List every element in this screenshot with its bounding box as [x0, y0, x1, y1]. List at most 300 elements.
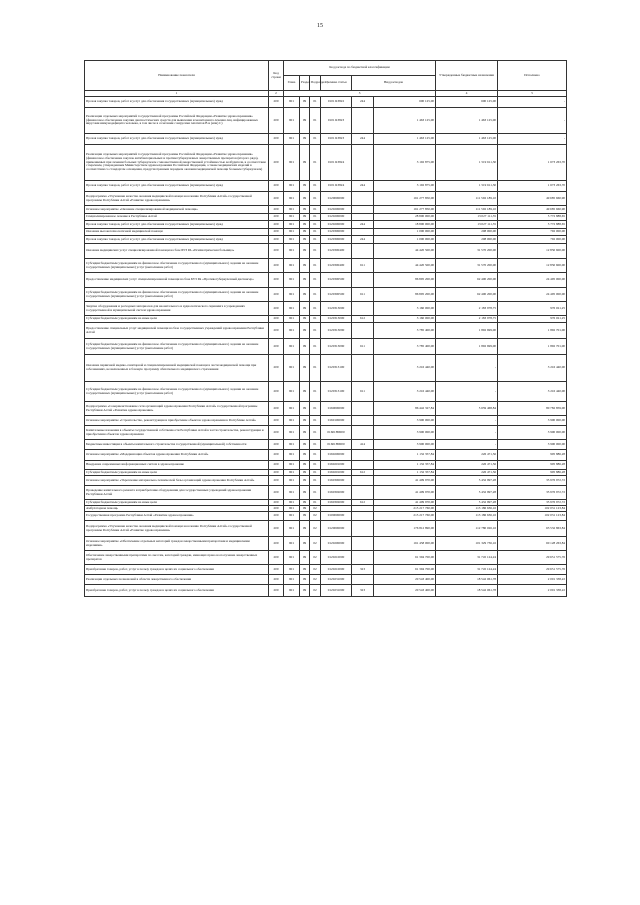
- row-glava: 901: [284, 575, 300, 585]
- row-expense-type: [352, 512, 374, 521]
- row-not-executed: 1 673 263,70: [498, 145, 567, 181]
- row-name: Субсидии бюджетным учреждениям на финансовое обеспечение государственного (муниципального) задания на оказание государственных (муниципальных) услуг (выполнение работ): [85, 259, 269, 273]
- row-name: Прочая закупка товаров, работ и услуг для обеспечения государственных (муниципальных) нужд: [85, 181, 269, 192]
- row-razdel: 09: [300, 273, 310, 288]
- row-line-code: 200: [269, 229, 284, 236]
- row-razdel: 09: [300, 500, 310, 506]
- row-executed: -: [436, 426, 498, 440]
- row-razdel: 09: [300, 108, 310, 134]
- row-podrazdel: 01: [310, 214, 321, 221]
- row-approved: 18 800 000,00: [374, 221, 436, 229]
- table-row: [85, 181, 567, 192]
- table-row: [85, 273, 567, 288]
- row-razdel: 09: [300, 214, 310, 221]
- row-executed: 1 463 125,00: [436, 108, 498, 134]
- row-approved: 20 543 400,00: [374, 585, 436, 597]
- row-podrazdel: 01: [310, 229, 321, 236]
- row-expense-type: 323: [352, 565, 374, 575]
- row-razdel: 09: [300, 470, 310, 476]
- row-podrazdel: 01: [310, 323, 321, 339]
- row-name: Субсидии бюджетным учреждениям на иные цели: [85, 470, 269, 476]
- row-expense-type: [352, 551, 374, 565]
- table-row: [85, 382, 567, 402]
- row-glava: 901: [284, 470, 300, 476]
- row-glava: 901: [284, 181, 300, 192]
- row-line-code: 200: [269, 192, 284, 206]
- row-name: Субсидии бюджетным учреждениям на финансовое обеспечение государственного (муниципального) задания на оказание государственных (муниципальных) услуг (выполнение работ): [85, 339, 269, 355]
- row-podrazdel: 01: [310, 206, 321, 214]
- row-target: 0120300400: [321, 244, 352, 259]
- row-glava: 901: [284, 273, 300, 288]
- row-podrazdel: 01: [310, 108, 321, 134]
- row-expense-type: [352, 145, 374, 181]
- row-line-code: 200: [269, 214, 284, 221]
- row-expense-type: [352, 302, 374, 316]
- row-podrazdel: 01: [310, 440, 321, 450]
- row-not-executed: 905 886,28: [498, 461, 567, 470]
- row-approved: 3 900 000,00: [374, 416, 436, 426]
- row-expense-type: 612: [352, 470, 374, 476]
- row-podrazdel: 01: [310, 236, 321, 244]
- row-approved: 41 409 970,00: [374, 500, 436, 506]
- row-name: Обеспечение лекарственными препаратами по льготам, категорий граждан, имеющих право на получение лекарственных препаратов: [85, 551, 269, 565]
- header-glava: Глава: [284, 76, 300, 91]
- row-glava: 901: [284, 134, 300, 145]
- col-number: 3: [284, 91, 436, 97]
- row-line-code: 200: [269, 323, 284, 339]
- row-razdel: 09: [300, 461, 310, 470]
- row-razdel: 09: [300, 323, 310, 339]
- row-name: Субсидии бюджетным учреждениям на финансовое обеспечение государственного (муниципального) задания на оказание государственных (муниципальных) услуг (выполнение работ): [85, 288, 269, 302]
- row-line-code: 200: [269, 134, 284, 145]
- row-razdel: 09: [300, 181, 310, 192]
- row-name: Подпрограмма «Совершенствование сети организаций здравоохранения Республики Алтай» государственной программы Республики Алтай «Развитие здравоохранения»: [85, 402, 269, 416]
- row-name: Субсидии бюджетным учреждениям на иные цели: [85, 316, 269, 323]
- row-podrazdel: 01: [310, 244, 321, 259]
- row-name: Предоставление медицинских услуг специализированной помощи на базе БУЗ РА «Противотуберкулезный диспансер»: [85, 273, 269, 288]
- row-target: 0160000000: [321, 402, 352, 416]
- row-line-code: 200: [269, 145, 284, 181]
- header-razdel: Раздел: [300, 76, 310, 91]
- row-executed: 111 592 189,10: [436, 206, 498, 214]
- row-executed: -: [436, 416, 498, 426]
- row-approved: 600 125,00: [374, 97, 436, 108]
- row-razdel: 09: [300, 145, 310, 181]
- table-row: [85, 339, 567, 355]
- row-executed: 5 432 997,28: [436, 476, 498, 486]
- row-line-code: 200: [269, 181, 284, 192]
- header-podrazdel: Подраздел: [310, 76, 321, 91]
- row-razdel: 09: [300, 575, 310, 585]
- row-approved: 3 192 875,00: [374, 145, 436, 181]
- row-executed: 1 519 611,30: [436, 181, 498, 192]
- row-line-code: 200: [269, 440, 284, 450]
- header-approved: Утвержденные бюджетные назначения: [436, 61, 498, 91]
- row-executed: 1 892 699,00: [436, 339, 498, 355]
- row-glava: 901: [284, 500, 300, 506]
- row-line-code: 200: [269, 537, 284, 551]
- row-glava: 901: [284, 206, 300, 214]
- row-target: 0120000000: [321, 192, 352, 206]
- row-podrazdel: 01: [310, 192, 321, 206]
- table-row: [85, 512, 567, 521]
- row-line-code: 200: [269, 565, 284, 575]
- row-not-executed: 12 850 600,00: [498, 259, 567, 273]
- row-name: Специализированное лечение в Республике Алтай: [85, 214, 269, 221]
- row-executed: -: [436, 355, 498, 382]
- header-budget-code: Код расхода по бюджетной классификации: [284, 61, 436, 76]
- row-not-executed: 905 886,28: [498, 470, 567, 476]
- row-line-code: 200: [269, 221, 284, 229]
- row-razdel: 09: [300, 192, 310, 206]
- row-glava: 901: [284, 339, 300, 355]
- row-executed: 62 400 200,00: [436, 288, 498, 302]
- row-glava: 901: [284, 440, 300, 450]
- row-target: 0160100000: [321, 416, 352, 426]
- row-executed: 226 471,56: [436, 470, 498, 476]
- row-approved: 61 394 700,00: [374, 551, 436, 565]
- row-target: 0120313100: [321, 355, 352, 382]
- row-target: 0120231000: [321, 575, 352, 585]
- row-line-code: 200: [269, 108, 284, 134]
- row-expense-type: [352, 214, 374, 221]
- row-name: Основное мероприятие «Строительство, реконструкция и приобретение объектов здравоохранения в Республике Алтай»: [85, 416, 269, 426]
- row-not-executed: 35 976 972,72: [498, 500, 567, 506]
- row-approved: 61 394 700,00: [374, 565, 436, 575]
- row-podrazdel: 01: [310, 416, 321, 426]
- row-name: Оказание высокотехнологичной медицинской помощи: [85, 229, 269, 236]
- row-glava: 901: [284, 259, 300, 273]
- header-line-code: Код строки: [269, 61, 284, 91]
- row-name: Реализация отдельных мероприятий государственной программы Российской Федерации «Развитие здравоохранения» (финансовое обеспечение закупок антибактериальных и противотуберкулезных лекарственных препаратов (второго ряда), применяемых при лечении больных туберкулезом с множественной лекарственной устойчивостью возбудителя, в соответствии с перечнем, утвержденным Министерством здравоохранения Российской Федерации, а также медицинских изделий в соответствии со стандартом оснащения, предусмотренным порядком оказания медицинской помощи больным туберкулезом): [85, 145, 269, 181]
- row-podrazdel: 01: [310, 316, 321, 323]
- row-line-code: 200: [269, 551, 284, 565]
- row-executed: 2 183 978,75: [436, 316, 498, 323]
- row-not-executed: 1 892 701,00: [498, 323, 567, 339]
- row-executed: 208 000,00: [436, 229, 498, 236]
- row-approved: 86 895 200,00: [374, 273, 436, 288]
- row-line-code: 200: [269, 302, 284, 316]
- row-approved: 215 217 760,00: [374, 506, 436, 512]
- row-line-code: 200: [269, 461, 284, 470]
- row-name: Подпрограмма «Улучшение качества оказания медицинской помощи населению Республики Алтай» государственной программы Республики Алтай «Развитие здравоохранения»: [85, 521, 269, 537]
- header-name: Наименование показателя: [85, 61, 269, 91]
- row-approved: 44 420 500,00: [374, 244, 436, 259]
- row-expense-type: 244: [352, 236, 374, 244]
- row-line-code: 200: [269, 402, 284, 416]
- row-line-code: 200: [269, 470, 284, 476]
- row-target: 0120300500: [321, 288, 352, 302]
- row-podrazdel: 01: [310, 134, 321, 145]
- row-glava: 901: [284, 382, 300, 402]
- row-line-code: 200: [269, 512, 284, 521]
- row-executed: 1 892 699,00: [436, 323, 498, 339]
- row-executed: -: [436, 440, 498, 450]
- row-not-executed: 3 216 440,00: [498, 382, 567, 402]
- row-target: 0160302000: [321, 486, 352, 500]
- row-expense-type: [352, 402, 374, 416]
- row-approved: 161 277 850,00: [374, 192, 436, 206]
- col-number: 1: [85, 91, 269, 97]
- row-name: Основное мероприятие «Оказание специализированной медицинской помощи»: [85, 206, 269, 214]
- row-expense-type: 611: [352, 339, 374, 355]
- row-executed: 13 027 111,35: [436, 214, 498, 221]
- row-razdel: 09: [300, 236, 310, 244]
- row-glava: 901: [284, 416, 300, 426]
- row-approved: 3 216 440,00: [374, 382, 436, 402]
- row-podrazdel: 01: [310, 461, 321, 470]
- row-podrazdel: 01: [310, 273, 321, 288]
- row-name: Прочая закупка товаров, работ и услуг для обеспечения государственных (муниципальных) нужд: [85, 134, 269, 145]
- table-row: [85, 402, 567, 416]
- row-glava: 901: [284, 145, 300, 181]
- table-row: [85, 521, 567, 537]
- row-expense-type: 244: [352, 97, 374, 108]
- row-name: Субсидии бюджетным учреждениям на финансовое обеспечение государственного (муниципального) задания на оказание государственных (муниципальных) услуг (выполнение работ): [85, 382, 269, 402]
- row-expense-type: 244: [352, 221, 374, 229]
- row-razdel: 09: [300, 537, 310, 551]
- table-row: [85, 476, 567, 486]
- table-row: [85, 259, 567, 273]
- row-not-executed: 63 532 863,84: [498, 521, 567, 537]
- row-podrazdel: 01: [310, 450, 321, 461]
- row-podrazdel: 01: [310, 259, 321, 273]
- row-approved: 86 895 200,00: [374, 288, 436, 302]
- row-line-code: 200: [269, 259, 284, 273]
- row-glava: 901: [284, 236, 300, 244]
- row-podrazdel: 01: [310, 97, 321, 108]
- row-podrazdel: 01: [310, 288, 321, 302]
- row-razdel: 09: [300, 416, 310, 426]
- row-target: 0120300400: [321, 259, 352, 273]
- row-not-executed: 35 976 972,72: [498, 486, 567, 500]
- row-line-code: 200: [269, 97, 284, 108]
- row-expense-type: 244: [352, 134, 374, 145]
- row-glava: 901: [284, 461, 300, 470]
- row-line-code: 200: [269, 450, 284, 461]
- row-target: 0120313090: [321, 323, 352, 339]
- row-podrazdel: 01: [310, 145, 321, 181]
- row-name: Приобретение товаров, работ, услуг в пользу граждан в целях их социального обеспечения: [85, 565, 269, 575]
- row-expense-type: [352, 476, 374, 486]
- row-line-code: 200: [269, 339, 284, 355]
- row-name: Прочая закупка товаров, работ и услуг для обеспечения государственных (муниципальных) нужд: [85, 97, 269, 108]
- row-not-executed: 905 886,28: [498, 450, 567, 461]
- row-not-executed: 102 031 123,84: [498, 512, 567, 521]
- row-glava: 901: [284, 551, 300, 565]
- row-name: Капитальные вложения в объекты государственной собственности Республики Алтай в части строительства, реконструкции и приобретения объектов здравоохранения: [85, 426, 269, 440]
- row-podrazdel: 01: [310, 476, 321, 486]
- row-line-code: 200: [269, 506, 284, 512]
- row-not-executed: 5 772 888,65: [498, 221, 567, 229]
- row-line-code: 200: [269, 382, 284, 402]
- row-approved: 3 192 875,00: [374, 181, 436, 192]
- row-not-executed: 792 000,00: [498, 236, 567, 244]
- row-podrazdel: 02: [310, 575, 321, 585]
- row-target: 0120231000: [321, 585, 352, 597]
- row-razdel: 09: [300, 316, 310, 323]
- row-razdel: 09: [300, 229, 310, 236]
- row-target: 0120313000: [321, 316, 352, 323]
- row-glava: 901: [284, 565, 300, 575]
- row-podrazdel: 01: [310, 426, 321, 440]
- row-glava: 901: [284, 229, 300, 236]
- row-razdel: 09: [300, 402, 310, 416]
- row-target: 0160300000: [321, 476, 352, 486]
- row-expense-type: 611: [352, 382, 374, 402]
- table-row: [85, 585, 567, 597]
- row-not-executed: 102 031 123,84: [498, 506, 567, 512]
- row-name: Оказание медицинских услуг специализированной помощи на базе БУЗ РА «Психиатрическая больница»: [85, 244, 269, 259]
- row-not-executed: -: [498, 108, 567, 134]
- row-approved: 3 900 000,00: [374, 440, 436, 450]
- row-line-code: 200: [269, 273, 284, 288]
- row-glava: 901: [284, 244, 300, 259]
- row-not-executed: 3 900 000,00: [498, 440, 567, 450]
- row-podrazdel: 01: [310, 470, 321, 476]
- row-razdel: 09: [300, 512, 310, 521]
- row-approved: 86 442 327,84: [374, 402, 436, 416]
- row-approved: 1 132 357,84: [374, 450, 436, 461]
- row-not-executed: -: [498, 134, 567, 145]
- row-target: 0160302000: [321, 500, 352, 506]
- row-expense-type: 323: [352, 585, 374, 597]
- budget-table: [84, 60, 567, 597]
- row-line-code: 200: [269, 486, 284, 500]
- row-executed: 208 000,00: [436, 236, 498, 244]
- row-approved: 1 000 000,00: [374, 229, 436, 236]
- row-target: 0120210000: [321, 565, 352, 575]
- table-row: [85, 486, 567, 500]
- row-name: Проведение капитального ремонта и приобретение оборудования для государственных учреждений здравоохранения Республики Алтай: [85, 486, 269, 500]
- row-expense-type: 612: [352, 500, 374, 506]
- row-line-code: 200: [269, 316, 284, 323]
- row-razdel: 09: [300, 426, 310, 440]
- row-not-executed: 24 495 000,00: [498, 273, 567, 288]
- row-name: Основное мероприятие «Модернизация объектов здравоохранения Республики Алтай»: [85, 450, 269, 461]
- row-expense-type: [352, 521, 374, 537]
- row-name: Основное мероприятие «Обеспечение отдельных категорий граждан лекарственными препаратами и медицинскими изделиями»: [85, 537, 269, 551]
- row-expense-type: 244: [352, 181, 374, 192]
- row-podrazdel: 02: [310, 565, 321, 575]
- row-podrazdel: 02: [310, 537, 321, 551]
- row-not-executed: 2 001 338,22: [498, 585, 567, 597]
- row-glava: 901: [284, 486, 300, 500]
- row-name: Приобретение товаров, работ, услуг в пользу граждан в целях их социального обеспечения: [85, 585, 269, 597]
- row-target: 0101 R3823: [321, 108, 352, 134]
- row-expense-type: [352, 355, 374, 382]
- row-expense-type: [352, 108, 374, 134]
- row-expense-type: [352, 229, 374, 236]
- row-name: Государственная программа Республики Алтай «Развитие здравоохранения»: [85, 512, 269, 521]
- row-approved: 41 409 970,00: [374, 486, 436, 500]
- row-glava: 901: [284, 221, 300, 229]
- row-podrazdel: 02: [310, 521, 321, 537]
- table-row: [85, 416, 567, 426]
- row-approved: 3 216 440,00: [374, 355, 436, 382]
- row-approved: 28 800 000,00: [374, 214, 436, 221]
- row-executed: 18 542 061,78: [436, 575, 498, 585]
- row-target: 0160201000: [321, 470, 352, 476]
- row-razdel: 09: [300, 244, 310, 259]
- table-row: [85, 214, 567, 221]
- row-executed: 113 186 636,16: [436, 506, 498, 512]
- row-name: Прочая закупка товаров, работ и услуг для обеспечения государственных (муниципальных) нужд: [85, 221, 269, 229]
- row-not-executed: 3 216 440,00: [498, 355, 567, 382]
- row-name: Внедрение современных информационных систем в здравоохранение: [85, 461, 269, 470]
- header-executed: Исполнено: [498, 61, 567, 91]
- table-row: [85, 565, 567, 575]
- row-target: 0120313100: [321, 382, 352, 402]
- row-line-code: 200: [269, 206, 284, 214]
- row-approved: 1 000 000,00: [374, 236, 436, 244]
- row-glava: 901: [284, 585, 300, 597]
- row-razdel: 09: [300, 440, 310, 450]
- row-not-executed: 49 685 660,90: [498, 206, 567, 214]
- row-razdel: 09: [300, 585, 310, 597]
- row-glava: 901: [284, 537, 300, 551]
- row-not-executed: 80 782 859,00: [498, 402, 567, 416]
- row-podrazdel: 01: [310, 221, 321, 229]
- row-not-executed: 976 021,25: [498, 302, 567, 316]
- row-executed: 18 542 061,78: [436, 585, 498, 597]
- table-row: [85, 440, 567, 450]
- row-approved: 1 463 125,00: [374, 134, 436, 145]
- row-executed: 31 745 124,24: [436, 551, 498, 565]
- row-target: 0120000000: [321, 521, 352, 537]
- row-approved: 1 132 357,84: [374, 461, 436, 470]
- table-row: [85, 134, 567, 145]
- table-row: [85, 192, 567, 206]
- row-name: Предоставление специальных услуг медицинской помощи на базе государственных учреждений здравоохранения Республики Алтай: [85, 323, 269, 339]
- row-not-executed: 29 651 575,76: [498, 565, 567, 575]
- row-executed: 113 186 636,16: [436, 512, 498, 521]
- row-expense-type: 611: [352, 288, 374, 302]
- table-row: [85, 316, 567, 323]
- row-razdel: 09: [300, 134, 310, 145]
- row-podrazdel: 02: [310, 585, 321, 597]
- row-approved: 161 277 850,00: [374, 206, 436, 214]
- row-line-code: 200: [269, 521, 284, 537]
- row-approved: 215 217 760,00: [374, 512, 436, 521]
- row-approved: 3 160 000,00: [374, 302, 436, 316]
- table-row: [85, 302, 567, 316]
- row-expense-type: [352, 192, 374, 206]
- row-podrazdel: 02: [310, 506, 321, 512]
- row-podrazdel: 01: [310, 486, 321, 500]
- row-target: 0120313000: [321, 302, 352, 316]
- col-number: 5: [498, 91, 567, 97]
- row-glava: 901: [284, 323, 300, 339]
- row-not-executed: 792 000,00: [498, 229, 567, 236]
- row-executed: 112 780 026,16: [436, 521, 498, 537]
- row-podrazdel: 02: [310, 551, 321, 565]
- row-not-executed: 60 128 263,84: [498, 537, 567, 551]
- row-expense-type: [352, 575, 374, 585]
- row-line-code: 200: [269, 500, 284, 506]
- table-row: [85, 97, 567, 108]
- row-name: Реализация отдельных полномочий в области лекарственного обеспечения: [85, 575, 269, 585]
- row-line-code: 200: [269, 416, 284, 426]
- row-podrazdel: 02: [310, 512, 321, 521]
- row-target: 0120300500: [321, 273, 352, 288]
- row-glava: 901: [284, 450, 300, 461]
- row-glava: 901: [284, 521, 300, 537]
- row-razdel: 09: [300, 97, 310, 108]
- table-row: [85, 537, 567, 551]
- row-executed: 226 471,56: [436, 461, 498, 470]
- row-executed: -: [436, 382, 498, 402]
